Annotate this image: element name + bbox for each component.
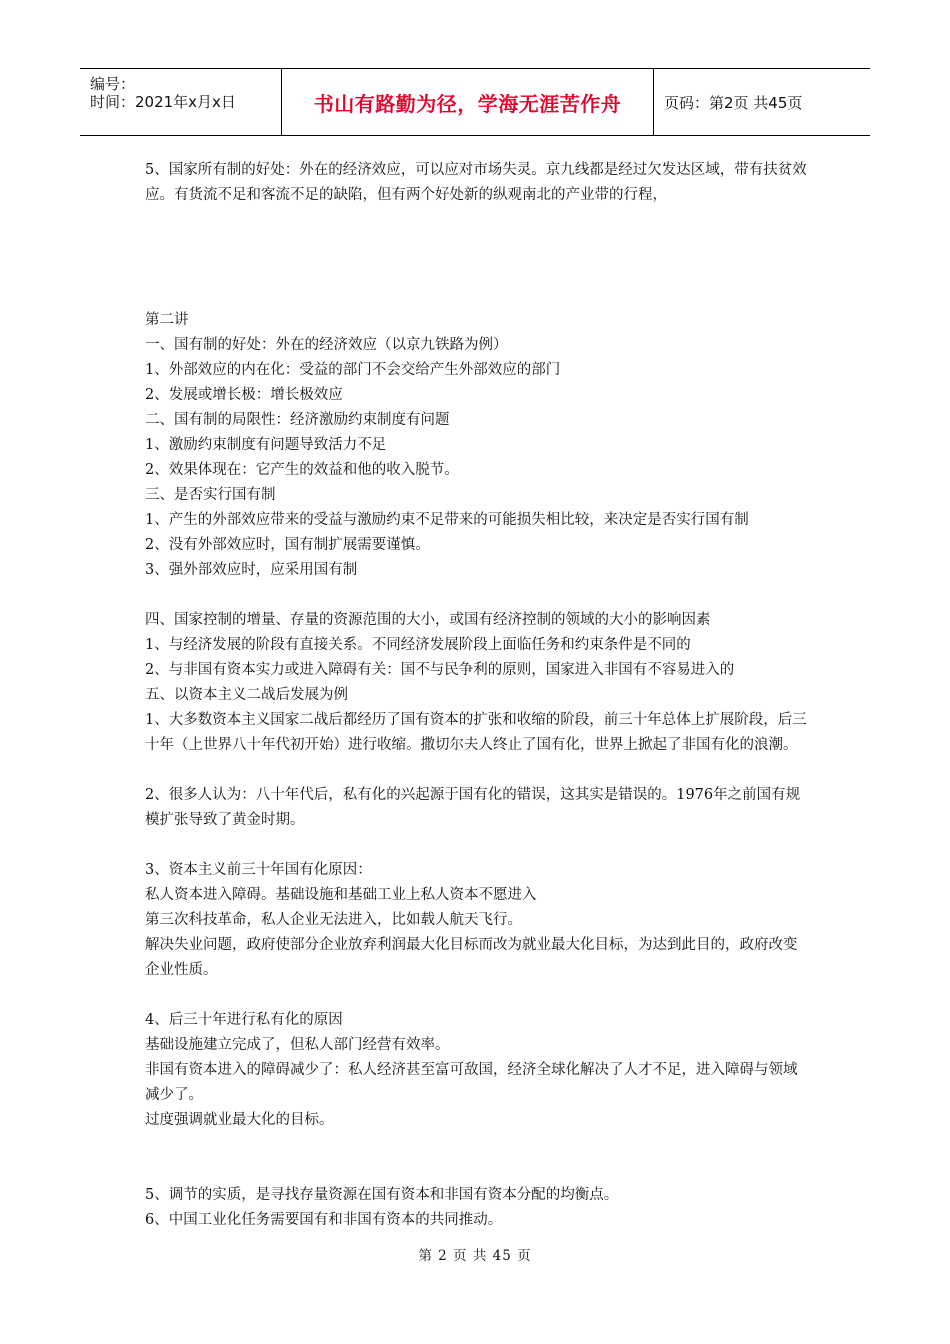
section-lecture-two [145, 308, 810, 583]
paragraph: 第三次科技革命，私人企业无法进入，比如载人航天飞行。 [145, 912, 522, 928]
header-motto-cell [282, 69, 654, 135]
paragraph: 4、后三十年进行私有化的原因 [145, 1012, 343, 1028]
paragraph: 一、国有制的好处：外在的经济效应（以京九铁路为例） [145, 337, 508, 353]
paragraph: 1、产生的外部效应带来的受益与激励约束不足带来的可能损失相比较，来决定是否实行国有制 [145, 512, 749, 528]
paragraph: 过度强调就业最大化的目标。 [145, 1112, 334, 1128]
header-meta-cell [80, 69, 282, 135]
paragraph: 二、国有制的局限性：经济激励约束制度有问题 [145, 412, 450, 428]
paragraph: 四、国家控制的增量、存量的资源范围的大小，或国有经济控制的领域的大小的影响因素 [145, 612, 711, 628]
paragraph: 3、强外部效应时，应采用国有制 [145, 562, 358, 578]
paragraph: 2、发展或增长极：增长极效应 [145, 387, 343, 403]
document-body [145, 158, 810, 1233]
paragraph: 三、是否实行国有制 [145, 487, 276, 503]
paragraph: 1、与经济发展的阶段有直接关系。不同经济发展阶段上面临任务和约束条件是不同的 [145, 637, 691, 653]
paragraph: 5、国家所有制的好处：外在的经济效应，可以应对市场失灵。京九线都是经过欠发达区域，带有扶贫效应。有货流不足和客流不足的缺陷，但有两个好处新的纵观南北的产业带的行程， [145, 162, 807, 203]
paragraph: 5、调节的实质，是寻找存量资源在国有资本和非国有资本分配的均衡点。 [145, 1187, 619, 1203]
paragraph: 基础设施建立完成了，但私人部门经营有效率。 [145, 1037, 450, 1053]
paragraph: 私人资本进入障碍。基础设施和基础工业上私人资本不愿进入 [145, 887, 537, 903]
section-nationalization-reasons [145, 858, 810, 983]
paragraph: 2、效果体现在：它产生的效益和他的收入脱节。 [145, 462, 459, 478]
page-info: 页码：第2页 共45页 [664, 93, 803, 112]
paragraphs-top [145, 158, 810, 208]
number-label: 编号： [90, 75, 136, 93]
paragraph: 五、以资本主义二战后发展为例 [145, 687, 348, 703]
paragraph: 6、中国工业化任务需要国有和非国有资本的共同推动。 [145, 1212, 503, 1228]
paragraph: 1、外部效应的内在化：受益的部门不会交给产生外部效应的部门 [145, 362, 561, 378]
page-footer: 第 2 页 共 45 页 [418, 1248, 532, 1264]
paragraph: 2、很多人认为：八十年代后，私有化的兴起源于国有化的错误，这其实是错误的。1976年之前国有规模扩张导致了黄金时期。 [145, 787, 801, 828]
paragraph: 非国有资本进入的障碍减少了：私人经济甚至富可敌国，经济全球化解决了人才不足，进入障碍与领域减少了。 [145, 1062, 798, 1103]
paragraph: 1、激励约束制度有问题导致活力不足 [145, 437, 387, 453]
paragraph: 3、资本主义前三十年国有化原因： [145, 862, 372, 878]
paragraph: 2、没有外部效应时，国有制扩展需要谨慎。 [145, 537, 430, 553]
section-golden-period [145, 783, 810, 833]
header-table [80, 68, 870, 136]
paragraph: 解决失业问题，政府使部分企业放弃利润最大化目标而改为就业最大化目标，为达到此目的，政府改变企业性质。 [145, 937, 798, 978]
time-label: 时间：2021年x月x日 [90, 93, 236, 111]
paragraph: 1、大多数资本主义国家二战后都经历了国有资本的扩张和收缩的阶段，前三十年总体上扩展阶段，后三十年（上世界八十年代初开始）进行收缩。撒切尔夫人终止了国有化，世界上掀起了非国有化的浪潮。 [145, 712, 807, 753]
section-conclusion [145, 1183, 810, 1233]
paragraph: 第二讲 [145, 312, 189, 328]
section-privatization-reasons [145, 1008, 810, 1133]
motto-text: 书山有路勤为径，学海无涯苦作舟 [313, 91, 622, 116]
paragraph: 2、与非国有资本实力或进入障碍有关：国不与民争利的原则，国家进入非国有不容易进入的 [145, 662, 735, 678]
section-scope-factors [145, 608, 810, 758]
